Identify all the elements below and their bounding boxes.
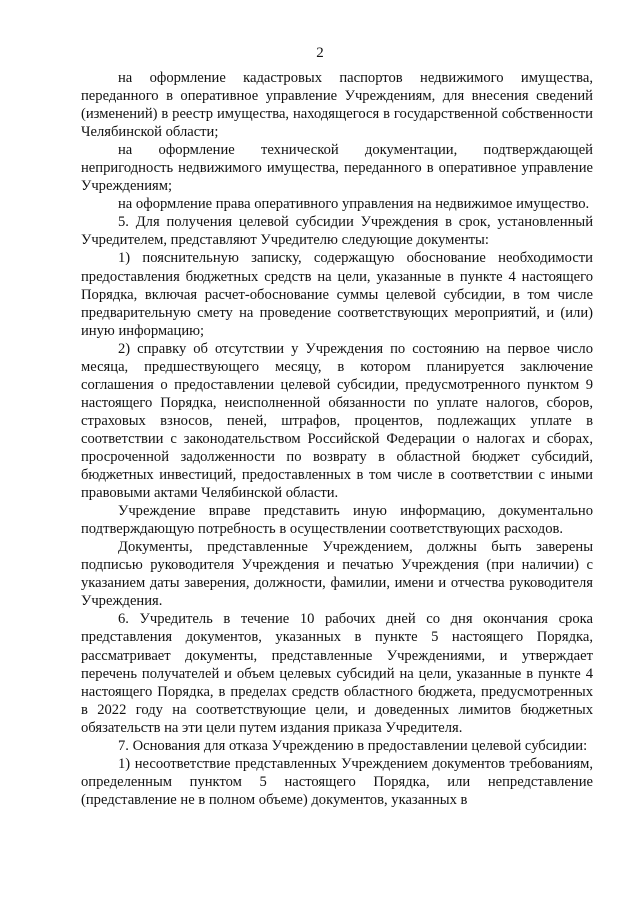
paragraph-item-7: 7. Основания для отказа Учреждению в предоставлении целевой субсидии: [118, 737, 588, 754]
paragraph-item-6: 6. Учредитель в течение 10 рабочих дней со дня окончания срока представления документов, указанных в пункте 5 настоящего Порядка, рассматривает документы, представленные Учреждениями, и утверждает перечень получателей и объем целевых субсидий на цели, указанные в пункте 4 настоящего Порядка, в пределах средств областного бюджета, предусмотренных в 2022 году на соответствующие цели, и доведенных лимитов бюджетных обязательств на эти цели путем издания приказа Учредителя. [81, 611, 593, 736]
paragraph-documents-certification: Документы, представленные Учреждением, должны быть заверены подписью руководителя Учреждения и печатью Учреждения (при наличии) с указанием даты заверения, должности, фамилии, имени и отчества руководителя Учреждения. [81, 539, 593, 610]
paragraph-item-5-1-explanatory-note: 1) пояснительную записку, содержащую обоснование необходимости предоставления бюджетных средств на цели, указанные в пункте 4 настоящего Порядка, включая расчет-обоснование суммы целевой субсидии, в том числе предварительную смету на проведение соответствующих мероприятий, и (или) иную информацию; [81, 250, 593, 339]
paragraph-item-7-1: 1) несоответствие представленных Учреждением документов требованиям, определенным пунктом 5 настоящего Порядка, или непредставление (представление не в полном объеме) документов, указанных в [81, 755, 593, 808]
page-number: 2 [316, 45, 324, 61]
paragraph-cadastral-passports: на оформление кадастровых паспортов недвижимого имущества, переданного в оперативное управление Учреждениям, для внесения сведений (изменений) в реестр имущества, находящегося в государственной собственности Челябинской области; [81, 70, 593, 141]
paragraph-other-information: Учреждение вправе представить иную информацию, документально подтверждающую потребность в осуществлении соответствующих расходов. [81, 503, 593, 538]
paragraph-item-5-2-certificate: 2) справку об отсутствии у Учреждения по состоянию на первое число месяца, предшествующего месяцу, в котором планируется заключение соглашения о предоставлении целевой субсидии, предусмотренного пунктом 9 настоящего Порядка, неисполненной обязанности по уплате налогов, сборов, страховых взносов, пеней, штрафов, процентов, подлежащих уплате в соответствии с законодательством Российской Федерации о налогах и сборах, просроченной задолженности по возврату в областной бюджет субсидий, бюджетных инвестиций, предоставленных в том числе в соответствии с иными правовыми актами Челябинской области. [81, 340, 593, 502]
paragraph-item-5: 5. Для получения целевой субсидии Учреждения в срок, установленный Учредителем, представляют Учредителю следующие документы: [81, 214, 593, 249]
document-body [81, 69, 593, 809]
paragraph-operational-management-right: на оформление права оперативного управления на недвижимое имущество. [118, 196, 590, 213]
paragraph-technical-documentation: на оформление технической документации, подтверждающей непригодность недвижимого имущества, переданного в оперативное управление Учреждениям; [81, 142, 593, 195]
